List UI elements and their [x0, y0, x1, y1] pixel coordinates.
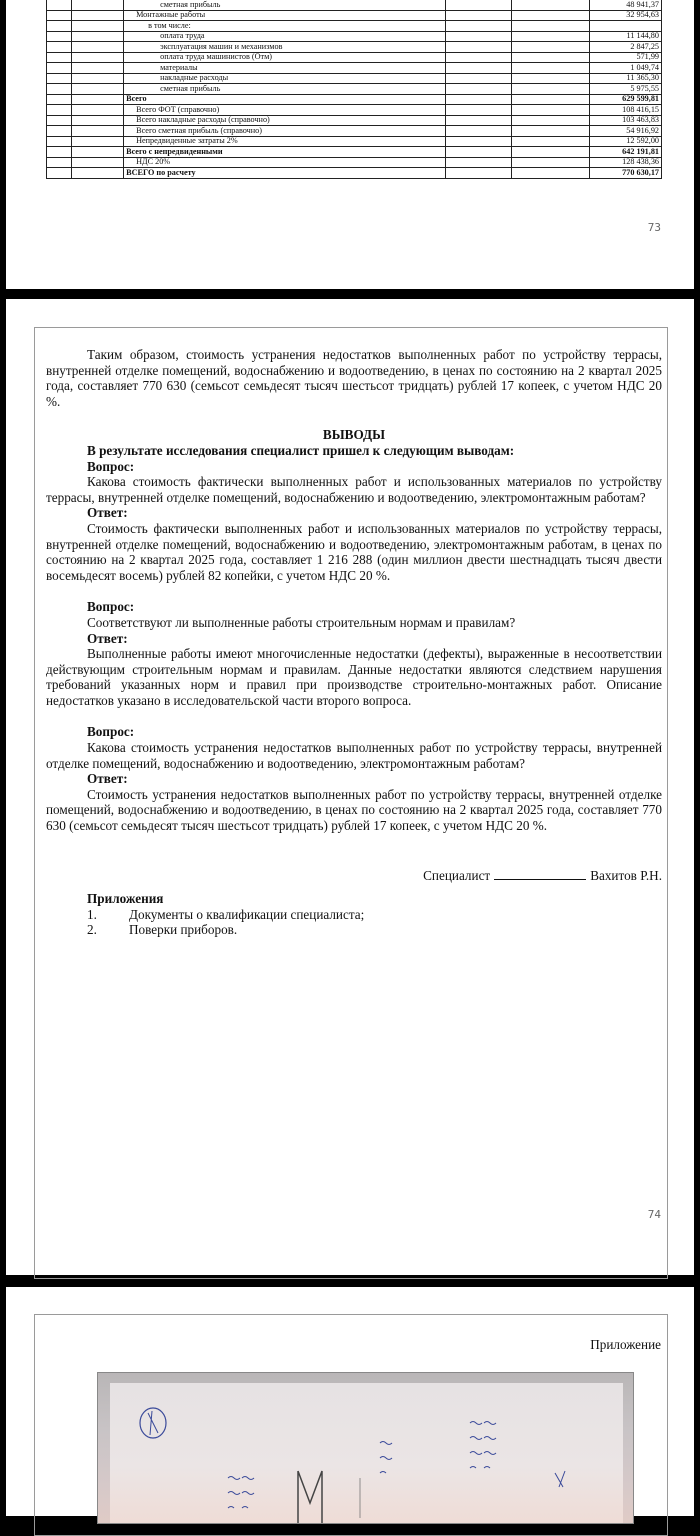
empty-cell	[72, 136, 124, 147]
row-value: 642 191,81	[589, 147, 661, 158]
empty-cell	[511, 105, 589, 116]
row-value: 11 144,80	[589, 31, 661, 42]
empty-cell	[511, 52, 589, 63]
empty-cell	[511, 73, 589, 84]
empty-cell	[445, 168, 511, 179]
empty-cell	[47, 84, 72, 95]
empty-cell	[511, 84, 589, 95]
empty-cell	[72, 168, 124, 179]
answer-label: Ответ:	[87, 630, 128, 646]
intro-paragraph: Таким образом, стоимость устранения недостатков выполненных работ по устройству террасы, внутренней отделке помещений, водоснабжению и водоотведению, в ценах по состоянию на 2 квартал 2025 года, составляет 770 630 (семьсот семьдесят тысяч шестьсот тридцать) рублей 17 копеек, с учетом НДС 20 %.	[46, 347, 662, 409]
row-value: 12 592,00	[589, 136, 661, 147]
table-row	[47, 147, 662, 158]
table-row	[47, 136, 662, 147]
row-value: 2 847,25	[589, 42, 661, 53]
empty-cell	[445, 21, 511, 32]
row-value: 103 463,83	[589, 115, 661, 126]
empty-cell	[47, 21, 72, 32]
question-2: Соответствуют ли выполненные работы строительным нормам и правилам?	[87, 614, 516, 630]
empty-cell	[511, 115, 589, 126]
row-value	[589, 21, 661, 32]
page-number: 73	[647, 221, 661, 234]
table-row	[47, 168, 662, 179]
answer-3: Стоимость устранения недостатков выполненных работ по устройству террасы, внутренней отделке помещений, водоснабжению и водоотведению, в ценах по состоянию на 2 квартал 2025 года, составляет 770 630 (семьсот семьдесят тысяч шестьсот тридцать) рублей 17 копеек, с учетом НДС 20 %.	[46, 786, 662, 834]
row-value: 128 438,36	[589, 157, 661, 168]
signature-name: Вахитов Р.Н.	[590, 867, 662, 883]
row-name: Всего	[124, 94, 446, 105]
row-value: 108 416,15	[589, 105, 661, 116]
empty-cell	[511, 168, 589, 179]
row-value: 32 954,63	[589, 10, 661, 21]
empty-cell	[511, 94, 589, 105]
appendix-label: Приложение	[590, 1337, 661, 1352]
empty-cell	[511, 136, 589, 147]
scanned-document-image	[97, 1372, 634, 1524]
scan-handwriting-image	[110, 1383, 630, 1524]
answer-1: Стоимость фактически выполненных работ и использованных материалов по устройству террасы, внутренней отделке помещений, водоснабжению и водоотведению, электромонтажным работам, в ценах по состоянию на 2 квартал 2025 года, составляет 1 216 288 (один миллион двести шестнадцать тысяч двести восемьдесят восемь) рублей 82 копейки, с учетом НДС 20 %.	[46, 520, 662, 583]
empty-cell	[47, 168, 72, 179]
signature-line	[46, 867, 662, 884]
table-row	[47, 157, 662, 168]
empty-cell	[445, 63, 511, 74]
row-name: накладные расходы	[124, 73, 446, 84]
empty-cell	[445, 52, 511, 63]
table-row	[47, 42, 662, 53]
empty-cell	[72, 52, 124, 63]
row-name: Монтажные работы	[124, 10, 446, 21]
signature-role: Специалист	[423, 867, 491, 883]
appendix-item: 2. Поверки приборов.	[87, 922, 238, 938]
empty-cell	[72, 0, 124, 10]
empty-cell	[511, 126, 589, 137]
empty-cell	[511, 63, 589, 74]
empty-cell	[47, 157, 72, 168]
row-name: НДС 20%	[124, 157, 446, 168]
empty-cell	[72, 42, 124, 53]
conclusions-heading: ВЫВОДЫ	[322, 427, 386, 443]
empty-cell	[511, 147, 589, 158]
table-row	[47, 10, 662, 21]
empty-cell	[445, 126, 511, 137]
row-name: Всего с непредвиденными	[124, 147, 446, 158]
appendix-title: Приложения	[87, 891, 164, 907]
empty-cell	[47, 63, 72, 74]
question-label: Вопрос:	[87, 458, 135, 474]
answer-label: Ответ:	[87, 771, 128, 787]
empty-cell	[47, 136, 72, 147]
empty-cell	[72, 94, 124, 105]
table-row	[47, 84, 662, 95]
answer-2: Выполненные работы имеют многочисленные недостатки (дефекты), выраженные в несоответствии действующим строительным нормам и правилам. Данные недостатки являются следствием нарушения требований указанных норм и правил при производстве строительно-монтажных работ. Описание недостатков указано в исследовательской части второго вопроса.	[46, 646, 662, 708]
conclusions-text	[46, 347, 662, 938]
empty-cell	[47, 105, 72, 116]
empty-cell	[511, 10, 589, 21]
row-value: 11 365,30	[589, 73, 661, 84]
empty-cell	[445, 147, 511, 158]
table-row	[47, 0, 662, 10]
table-row	[47, 63, 662, 74]
empty-cell	[511, 42, 589, 53]
empty-cell	[72, 63, 124, 74]
document-page-appendix	[6, 1287, 694, 1516]
empty-cell	[47, 0, 72, 10]
empty-cell	[47, 52, 72, 63]
empty-cell	[72, 105, 124, 116]
row-value: 54 916,92	[589, 126, 661, 137]
row-name: эксплуатация машин и механизмов	[124, 42, 446, 53]
empty-cell	[445, 94, 511, 105]
page-number: 74	[647, 1208, 661, 1221]
empty-cell	[72, 21, 124, 32]
row-value: 48 941,37	[589, 0, 661, 10]
empty-cell	[511, 157, 589, 168]
empty-cell	[72, 10, 124, 21]
row-value: 571,99	[589, 52, 661, 63]
row-name: оплата труда	[124, 31, 446, 42]
question-3: Какова стоимость устранения недостатков выполненных работ по устройству террасы, внутренней отделке помещений, водоснабжению и водоотведению, электромонтажным работам?	[46, 740, 662, 771]
empty-cell	[47, 42, 72, 53]
empty-cell	[445, 0, 511, 10]
empty-cell	[47, 73, 72, 84]
empty-cell	[72, 84, 124, 95]
appendix-item: 1. Документы о квалификации специалиста;	[87, 906, 365, 922]
empty-cell	[72, 157, 124, 168]
document-page-74	[6, 299, 694, 1275]
empty-cell	[47, 126, 72, 137]
empty-cell	[445, 157, 511, 168]
row-name: сметная прибыль	[124, 0, 446, 10]
table-row	[47, 73, 662, 84]
empty-cell	[72, 115, 124, 126]
table-row	[47, 52, 662, 63]
estimate-table	[46, 0, 662, 179]
empty-cell	[445, 136, 511, 147]
empty-cell	[445, 115, 511, 126]
empty-cell	[445, 10, 511, 21]
empty-cell	[47, 94, 72, 105]
table-row	[47, 126, 662, 137]
row-name: материалы	[124, 63, 446, 74]
conclusions-lead: В результате исследования специалист пришел к следующим выводам:	[87, 442, 515, 458]
row-name: ВСЕГО по расчету	[124, 168, 446, 179]
row-name: Всего накладные расходы (справочно)	[124, 115, 446, 126]
empty-cell	[445, 73, 511, 84]
table-row	[47, 21, 662, 32]
answer-label: Ответ:	[87, 505, 128, 521]
document-page-73	[6, 0, 694, 289]
empty-cell	[511, 21, 589, 32]
question-label: Вопрос:	[87, 599, 135, 615]
table-row	[47, 115, 662, 126]
empty-cell	[47, 115, 72, 126]
question-label: Вопрос:	[87, 724, 135, 740]
empty-cell	[72, 73, 124, 84]
empty-cell	[511, 0, 589, 10]
row-value: 5 975,55	[589, 84, 661, 95]
table-row	[47, 105, 662, 116]
row-name: Непредвиденные затраты 2%	[124, 136, 446, 147]
question-1: Какова стоимость фактически выполненных работ и использованных материалов по устройству террасы, внутренней отделке помещений, водоснабжению и водоотведению, электромонтажным работам?	[46, 474, 662, 505]
row-name: оплата труда машинистов (Отм)	[124, 52, 446, 63]
empty-cell	[47, 147, 72, 158]
row-name: в том числе:	[124, 21, 446, 32]
row-value: 629 599,81	[589, 94, 661, 105]
row-value: 1 049,74	[589, 63, 661, 74]
row-name: Всего ФОТ (справочно)	[124, 105, 446, 116]
empty-cell	[72, 31, 124, 42]
empty-cell	[445, 105, 511, 116]
empty-cell	[445, 84, 511, 95]
table-row	[47, 31, 662, 42]
empty-cell	[445, 31, 511, 42]
empty-cell	[47, 31, 72, 42]
row-name: Всего сметная прибыль (справочно)	[124, 126, 446, 137]
signature-blank	[494, 867, 586, 880]
empty-cell	[511, 31, 589, 42]
empty-cell	[72, 147, 124, 158]
row-value: 770 630,17	[589, 168, 661, 179]
empty-cell	[72, 126, 124, 137]
empty-cell	[445, 42, 511, 53]
row-name: сметная прибыль	[124, 84, 446, 95]
table-row	[47, 94, 662, 105]
empty-cell	[47, 10, 72, 21]
